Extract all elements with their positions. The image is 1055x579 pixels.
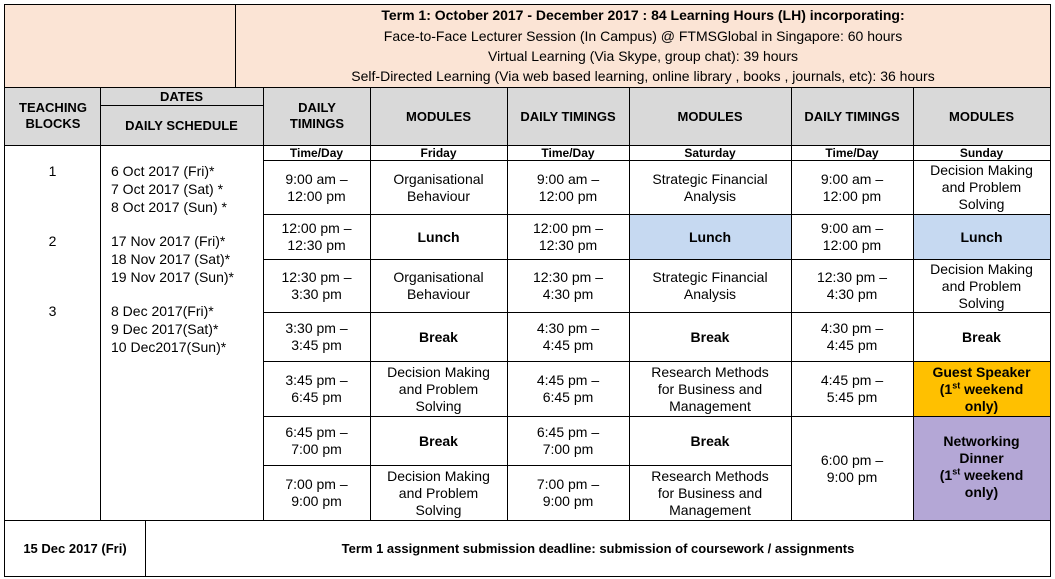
block-2-date-1: 17 Nov 2017 (Fri)* — [111, 232, 226, 249]
deadline-text: Term 1 assignment submission deadline: submission of coursework / assignments — [341, 541, 855, 556]
sat-time-6: 6:45 pm – 7:00 pm — [536, 424, 600, 457]
sat-time-5: 4:45 pm – 6:45 pm — [536, 372, 600, 405]
sat-module-5: Research Methods for Business and Management — [651, 363, 769, 414]
banner-line-2: Virtual Learning (Via Skype, group chat): 39 hours — [487, 48, 798, 64]
sat-time-1: 9:00 am – 12:00 pm — [536, 170, 600, 204]
guest-speaker-title: Guest Speaker — [932, 363, 1031, 380]
header-teaching-blocks: TEACHING BLOCKS — [19, 100, 87, 131]
sat-time-7: 7:00 pm – 9:00 pm — [536, 476, 600, 509]
block-3-date-1: 8 Dec 2017(Fri)* — [111, 302, 214, 319]
sat-module-6: Break — [690, 432, 730, 449]
sat-module-7: Research Methods for Business and Management — [651, 467, 769, 518]
fri-time-5: 3:45 pm – 6:45 pm — [285, 372, 348, 405]
sun-time-3: 12:30 pm – 4:30 pm — [816, 269, 888, 302]
block-1-date-2: 7 Oct 2017 (Sat) * — [111, 180, 224, 197]
block-number-3: 3 — [48, 302, 57, 319]
block-2-date-3: 19 Nov 2017 (Sun)* — [111, 268, 234, 285]
networking-dinner-cell — [913, 417, 1050, 520]
sat-module-1: Strategic Financial Analysis — [652, 170, 768, 204]
block-number-2: 2 — [48, 232, 57, 249]
networking-note: (1st weekend — [939, 466, 1024, 483]
sun-module-3: Decision Making and Problem Solving — [930, 260, 1033, 311]
sun-time-4: 4:30 pm – 4:45 pm — [820, 320, 884, 353]
fri-module-7: Decision Making and Problem Solving — [387, 467, 490, 518]
subheader-time-day-sun: Time/Day — [825, 145, 879, 160]
networking-title: Networking — [943, 433, 1020, 449]
guest-speaker-cell — [913, 362, 1050, 416]
fri-time-1: 9:00 am – 12:00 pm — [285, 170, 348, 204]
sat-time-4: 4:30 pm – 4:45 pm — [536, 320, 600, 353]
sun-module-4: Break — [962, 328, 1001, 345]
sat-module-3: Strategic Financial Analysis — [652, 269, 768, 302]
fri-time-3: 12:30 pm – 3:30 pm — [281, 269, 352, 302]
banner-title: Term 1: October 2017 - December 2017 : 84 Learning Hours (LH) incorporating: — [381, 7, 905, 23]
sun-time-1: 9:00 am – 12:00 pm — [820, 170, 884, 204]
header-daily-timings-fri: DAILY TIMINGS — [289, 100, 345, 131]
header-modules-fri: MODULES — [406, 108, 471, 124]
guest-speaker-note: (1st weekend — [939, 379, 1024, 397]
block-number-1: 1 — [48, 162, 57, 179]
subheader-time-day-sat: Time/Day — [541, 145, 595, 160]
fri-module-3: Organisational Behaviour — [393, 269, 484, 302]
fri-time-4: 3:30 pm – 3:45 pm — [285, 320, 348, 353]
fri-time-6: 6:45 pm – 7:00 pm — [285, 424, 348, 457]
subheader-time-day-fri: Time/Day — [289, 145, 344, 160]
fri-time-7: 7:00 pm – 9:00 pm — [285, 476, 348, 509]
block-3-date-2: 9 Dec 2017(Sat)* — [111, 320, 219, 337]
sun-module-2: Lunch — [960, 228, 1003, 245]
sat-time-2: 12:00 pm – 12:30 pm — [532, 220, 604, 253]
sat-module-2: Lunch — [689, 228, 731, 245]
sun-time-5: 4:45 pm – 5:45 pm — [820, 372, 884, 405]
header-dates: DATES — [159, 88, 204, 104]
sat-module-4: Break — [690, 328, 730, 345]
header-daily-timings-sun: DAILY TIMINGS — [804, 108, 900, 124]
header-modules-sun: MODULES — [949, 108, 1014, 124]
banner-line-3: Self-Directed Learning (Via web based learning, online library , books , journals, etc): 36 hours — [351, 68, 935, 84]
networking-note-end: only) — [964, 484, 999, 500]
block-1-date-3: 8 Oct 2017 (Sun) * — [111, 198, 227, 215]
deadline-date: 15 Dec 2017 (Fri) — [23, 541, 127, 556]
header-daily-schedule: DAILY SCHEDULE — [125, 117, 238, 133]
fri-time-2: 12:00 pm – 12:30 pm — [281, 220, 352, 253]
subheader-saturday: Saturday — [684, 145, 736, 160]
subheader-sunday: Sunday — [959, 145, 1004, 160]
fri-module-1: Organisational Behaviour — [393, 170, 484, 204]
fri-module-5: Decision Making and Problem Solving — [387, 363, 490, 414]
sat-time-3: 12:30 pm – 4:30 pm — [532, 269, 604, 302]
banner-line-1: Face-to-Face Lecturer Session (In Campus) @ FTMSGlobal in Singapore: 60 hours — [383, 28, 903, 44]
block-2-date-2: 18 Nov 2017 (Sat)* — [111, 250, 231, 267]
sun-time-2: 9:00 am – 12:00 pm — [820, 220, 884, 253]
subheader-friday: Friday — [420, 145, 457, 160]
header-daily-timings-sat: DAILY TIMINGS — [520, 108, 616, 124]
fri-module-4: Break — [419, 328, 458, 345]
block-3-date-3: 10 Dec2017(Sun)* — [111, 338, 227, 355]
block-1-date-1: 6 Oct 2017 (Fri)* — [111, 162, 215, 179]
guest-speaker-note-end: only) — [964, 397, 999, 414]
sun-time-6: 6:00 pm – 9:00 pm — [820, 451, 884, 485]
fri-module-2: Lunch — [417, 228, 460, 245]
fri-module-6: Break — [419, 432, 458, 449]
networking-dinner: Dinner — [959, 450, 1004, 466]
sun-module-1: Decision Making and Problem Solving — [930, 162, 1033, 212]
header-modules-sat: MODULES — [677, 108, 743, 124]
